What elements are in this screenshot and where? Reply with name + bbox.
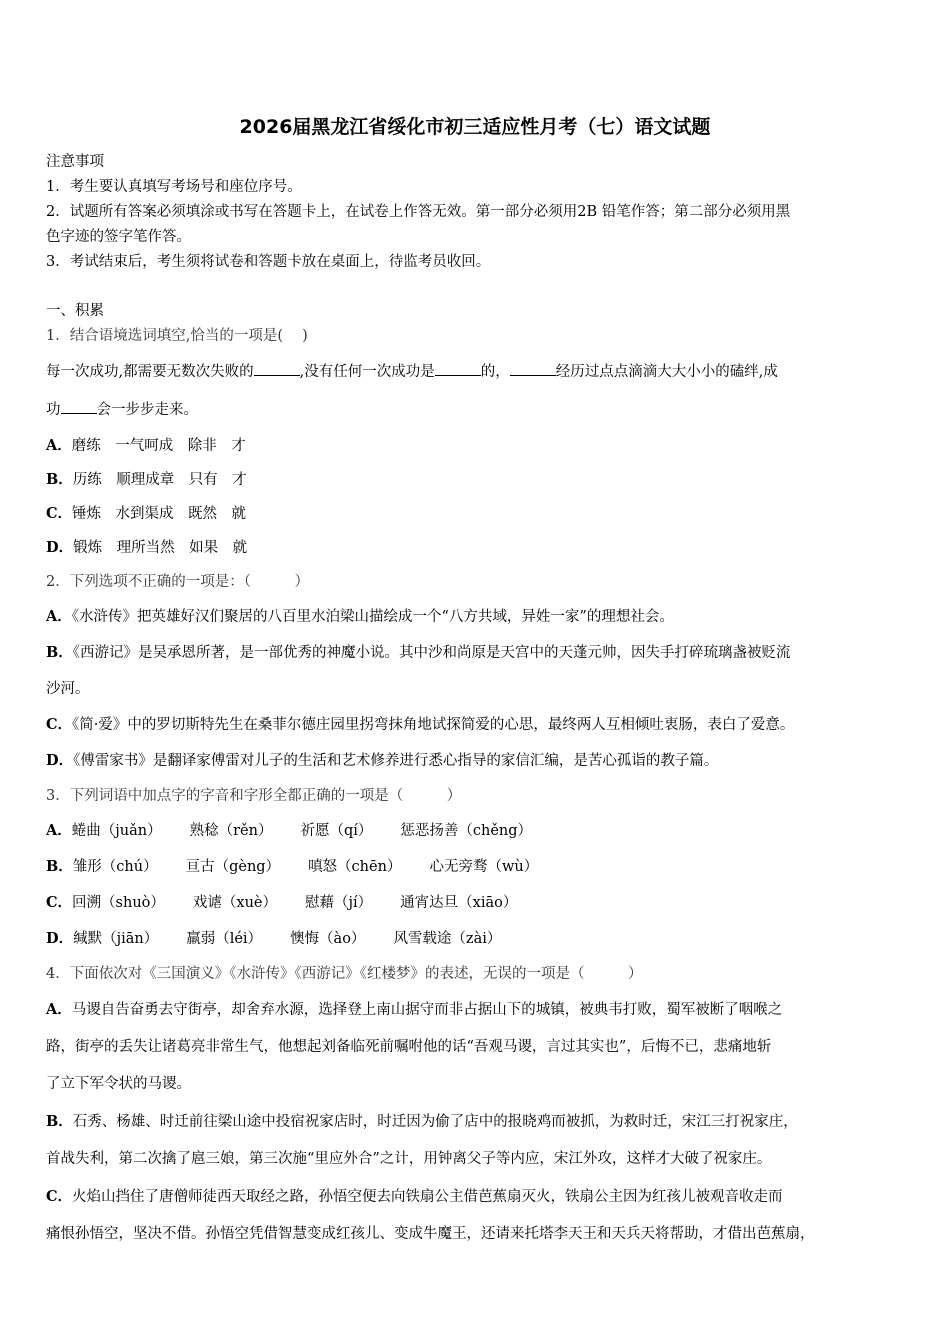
section-heading: 一、积累 (46, 303, 104, 319)
page-title: 2026届黑龙江省绥化市初三适应性月考（七）语文试题 (239, 116, 711, 138)
option-a: A．蜷曲（juǎn） 熟稔（rěn） 祈愿（qí） 惩恶扬善（chěng） (46, 822, 533, 839)
option-a: A．《水浒传》把英雄好汉们聚居的八百里水泊梁山描绘成一个“八方共域，异姓一家”的理想社会。 (46, 608, 674, 625)
notice-item: 1．考生要认真填写考场号和座位序号。 (46, 179, 302, 195)
passage-text: 功 (46, 402, 61, 418)
fill-blank (510, 361, 556, 376)
notice-heading: 注意事项 (46, 154, 104, 170)
notice-item: 2．试题所有答案必须填涂或书写在答题卡上，在试卷上作答无效。第一部分必须用2B 铅笔作答；第二部分必须用黑 (46, 204, 791, 220)
question-passage (46, 353, 908, 391)
passage-text: 的， (480, 364, 510, 380)
question-stem: 1．结合语境选词填空,恰当的一项是( ) (46, 328, 308, 344)
question-2 (46, 565, 908, 779)
option-b: B．历练 顺理成章 只有 才 (46, 471, 247, 488)
fill-blank (435, 361, 481, 376)
option-c: C．火焰山挡住了唐僧师徒西天取经之路，孙悟空便去向铁扇公主借芭蕉扇灭火，铁扇公主因为红孩儿被观音收走而 (46, 1188, 783, 1205)
option-continuation: 了立下军令状的马谡。 (46, 1076, 191, 1092)
question-stem: 2．下列选项不正确的一项是：（ ） (46, 574, 309, 590)
passage-text: 会一步步走来。 (96, 402, 198, 418)
option-c: C．《简·爱》中的罗切斯特先生在桑菲尔德庄园里拐弯抹角地试探简爱的心思，最终两人互相倾吐衷肠，表白了爱意。 (46, 716, 795, 733)
option-continuation: 首战失利，第二次擒了扈三娘，第三次施“里应外合”之计，用钟离父子等内应，宋江外攻，这样才大破了祝家庄。 (46, 1151, 772, 1167)
option-a: A．磨练 一气呵成 除非 才 (46, 437, 246, 454)
question-1 (46, 324, 908, 565)
option-a: A．马谡自告奋勇去守街亭，却舍弃水源，选择登上南山据守而非占据山下的城镇，被典韦打败，蜀军被断了咽喉之 (46, 1001, 783, 1018)
option-b: B．石秀、杨雄、时迁前往梁山途中投宿祝家店时，时迁因为偷了店中的报晓鸡而被抓，为救时迁，宋江三打祝家庄， (46, 1113, 798, 1130)
option-b: B．《西游记》是吴承恩所著，是一部优秀的神魔小说。其中沙和尚原是天宫中的天蓬元帅，因失手打碎琉璃盏被贬流 (46, 644, 791, 661)
question-3 (46, 779, 908, 957)
option-b: B．雏形（chú） 亘古（gèng） 嗔怒（chēn） 心无旁骛（wù） (46, 858, 539, 875)
option-d: D．《傅雷家书》是翻译家傅雷对儿子的生活和艺术修养进行悉心指导的家信汇编，是苦心孤诣的教子篇。 (46, 752, 719, 769)
passage-text: 经历过点点滴滴大大小小的磕绊,成 (555, 364, 778, 380)
question-4 (46, 957, 908, 1253)
notice-item: 色字迹的签字笔作答。 (46, 229, 191, 245)
option-continuation: 路，街亭的丢失让诸葛亮非常生气，他想起刘备临死前嘱咐他的话“吾观马谡，言过其实也”，后悔不已，悲痛地斩 (46, 1039, 772, 1055)
passage-text: 每一次成功,都需要无数次失败的 (46, 364, 254, 380)
passage-text: ,没有任何一次成功是 (299, 364, 435, 380)
notice-item: 3．考试结束后，考生须将试卷和答题卡放在桌面上，待监考员收回。 (46, 254, 491, 270)
option-continuation: 痛恨孙悟空，坚决不借。孙悟空凭借智慧变成红孩儿、变成牛魔王，还请来托塔李天王和天兵天将帮助，才借出芭蕉扇， (46, 1226, 815, 1242)
exam-content (46, 150, 908, 1253)
option-c: C．锤炼 水到渠成 既然 就 (46, 505, 247, 522)
option-d: D．缄默（jiān） 羸弱（léi） 懊悔（ào） 风雪载途（zài） (46, 930, 502, 947)
question-passage (46, 391, 908, 429)
option-c: C．回溯（shuò） 戏谑（xuè） 慰藉（jí） 通宵达旦（xiāo） (46, 894, 518, 911)
notice-section (46, 150, 908, 275)
question-stem: 3．下列词语中加点字的字音和字形全都正确的一项是（ ） (46, 788, 462, 804)
fill-blank (254, 361, 300, 376)
question-stem: 4．下面依次对《三国演义》《水浒传》《西游记》《红楼梦》的表述，无误的一项是（ ） (46, 966, 643, 982)
fill-blank (61, 399, 97, 414)
option-d: D．锻炼 理所当然 如果 就 (46, 539, 248, 556)
option-continuation: 沙河。 (46, 681, 90, 697)
